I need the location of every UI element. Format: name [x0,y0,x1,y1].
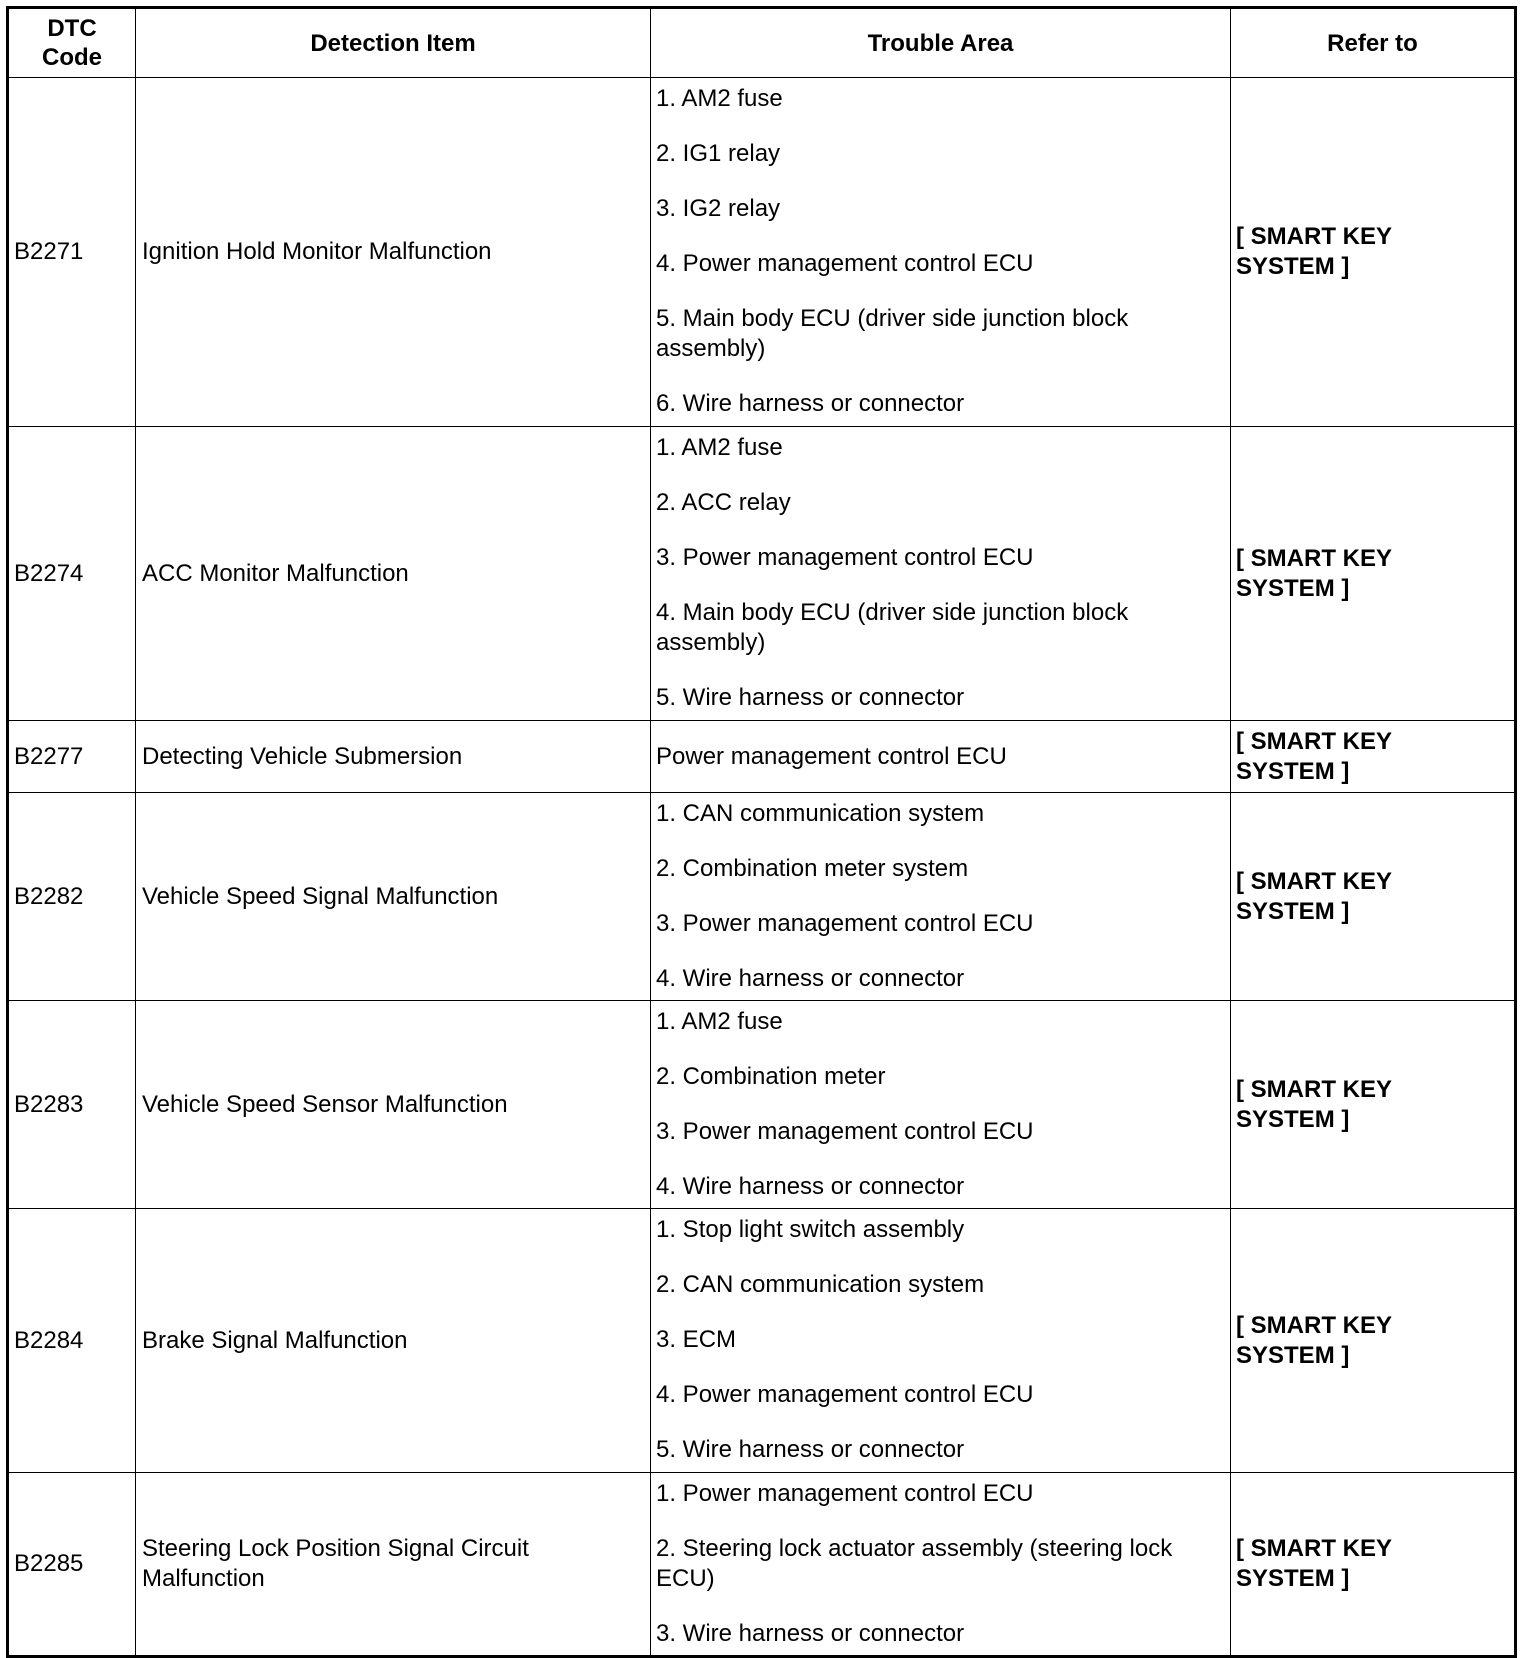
dtc-code-cell: B2285 [8,1473,136,1657]
dtc-table [6,6,1517,1658]
dtc-code-cell: B2271 [8,78,136,427]
refer-to-cell [1231,1473,1516,1657]
detection-item-cell: Detecting Vehicle Submersion [136,721,651,793]
trouble-area-item: 3. IG2 relay [656,195,781,222]
trouble-area-cell [651,793,1231,1001]
trouble-area-item: 3. Power management control ECU [656,1118,1034,1145]
trouble-area-item: 4. Power management control ECU [656,1381,1034,1408]
trouble-area-item: 2. IG1 relay [656,140,781,167]
trouble-area-item: 3. ECM [656,1326,737,1353]
trouble-area-item: 2. Combination meter system [656,855,969,882]
detection-item-cell: Vehicle Speed Sensor Malfunction [136,1001,651,1209]
table-row [8,721,1516,793]
trouble-area-item: 2. CAN communication system [656,1271,985,1298]
dtc-code-cell: B2274 [8,427,136,721]
trouble-area-item: 1. AM2 fuse [656,1008,783,1035]
trouble-area-item: 1. AM2 fuse [656,85,783,112]
table-row [8,1209,1516,1473]
dtc-code-cell: B2277 [8,721,136,793]
trouble-area-item: 2. Steering lock actuator assembly (steering lock ECU) [656,1535,1173,1592]
smart-key-system-link[interactable]: [ SMART KEY SYSTEM ] [1236,544,1392,602]
trouble-area-item: 1. Power management control ECU [656,1480,1034,1507]
smart-key-system-link[interactable]: [ SMART KEY SYSTEM ] [1236,1075,1392,1133]
refer-to-cell [1231,1209,1516,1473]
trouble-area-item: 1. Stop light switch assembly [656,1216,965,1243]
trouble-area-cell [651,1001,1231,1209]
refer-to-cell [1231,1001,1516,1209]
dtc-code-cell: B2284 [8,1209,136,1473]
trouble-area-cell [651,1209,1231,1473]
header-refer-to: Refer to [1231,8,1516,78]
trouble-area-item: 4. Main body ECU (driver side junction block assembly) [656,599,1129,656]
trouble-area-item: 3. Power management control ECU [656,910,1034,937]
header-trouble-area: Trouble Area [651,8,1231,78]
detection-item-cell: Steering Lock Position Signal Circuit Malfunction [136,1473,651,1657]
trouble-area-item: 1. CAN communication system [656,800,985,827]
table-row [8,427,1516,721]
table-row [8,1473,1516,1657]
trouble-area-item: 3. Wire harness or connector [656,1620,965,1647]
smart-key-system-link[interactable]: [ SMART KEY SYSTEM ] [1236,223,1392,280]
refer-to-cell [1231,78,1516,427]
detection-item-cell: Ignition Hold Monitor Malfunction [136,78,651,427]
trouble-area-item: 2. Combination meter [656,1063,886,1090]
header-row [8,8,1516,78]
table-row [8,793,1516,1001]
trouble-area-item: 6. Wire harness or connector [656,390,965,417]
trouble-area-item: 3. Power management control ECU [656,544,1034,571]
detection-item-cell: ACC Monitor Malfunction [136,427,651,721]
trouble-area-cell [651,78,1231,427]
trouble-area-item: 5. Wire harness or connector [656,1436,965,1463]
detection-item-cell: Vehicle Speed Signal Malfunction [136,793,651,1001]
trouble-area-item: 2. ACC relay [656,489,791,516]
trouble-area-item: 4. Power management control ECU [656,250,1034,277]
trouble-area-item: 4. Wire harness or connector [656,965,965,992]
table-row [8,78,1516,427]
trouble-area-item: 5. Wire harness or connector [656,684,965,711]
detection-item-cell: Brake Signal Malfunction [136,1209,651,1473]
smart-key-system-link[interactable]: [ SMART KEY SYSTEM ] [1236,727,1392,785]
trouble-area-item: 1. AM2 fuse [656,434,783,461]
refer-to-cell [1231,721,1516,793]
refer-to-cell [1231,427,1516,721]
smart-key-system-link[interactable]: [ SMART KEY SYSTEM ] [1236,867,1392,925]
header-detection-item: Detection Item [136,8,651,78]
table-body [8,78,1516,1657]
trouble-area-cell [651,721,1231,793]
smart-key-system-link[interactable]: [ SMART KEY SYSTEM ] [1236,1311,1392,1369]
dtc-code-cell: B2283 [8,1001,136,1209]
dtc-code-cell: B2282 [8,793,136,1001]
trouble-area-cell [651,427,1231,721]
header-dtc-code: DTC Code [8,8,136,78]
refer-to-cell [1231,793,1516,1001]
trouble-area-item: 4. Wire harness or connector [656,1173,965,1200]
smart-key-system-link[interactable]: [ SMART KEY SYSTEM ] [1236,1535,1392,1592]
table-row [8,1001,1516,1209]
trouble-area-cell [651,1473,1231,1657]
trouble-area-item: Power management control ECU [656,742,1007,770]
trouble-area-item: 5. Main body ECU (driver side junction block assembly) [656,305,1129,362]
